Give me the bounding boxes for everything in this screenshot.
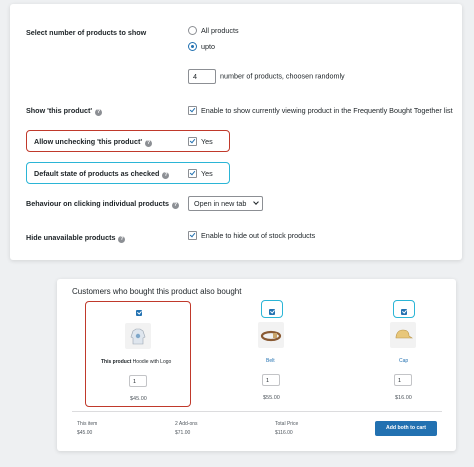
product-card-belt — [219, 301, 325, 407]
help-icon[interactable]: ? — [96, 109, 101, 115]
summary-this-item-label: This item — [77, 421, 98, 427]
product-count-suffix: number of products, choosen randomly — [220, 71, 345, 81]
summary-total-value: $116.00 — [275, 430, 293, 436]
help-icon[interactable]: ? — [120, 236, 124, 242]
summary-total-label: Total Price — [275, 421, 299, 427]
radio-all-icon — [188, 26, 197, 35]
quantity-input[interactable]: 1 — [262, 374, 280, 386]
cap-icon[interactable] — [390, 322, 416, 348]
setting-label-number-of-products: Select number of products to show — [26, 28, 147, 37]
product-name: This product Hoodie with Logo — [101, 359, 172, 365]
settings-panel — [10, 4, 462, 260]
hide-unavailable-checkbox[interactable]: Enable to hide out of stock products — [188, 231, 315, 240]
product-checkbox[interactable] — [136, 310, 142, 316]
product-checkbox[interactable] — [269, 309, 275, 315]
product-card-this-product — [85, 301, 191, 407]
setting-label-default-checked: Default state of products as checked ? — [34, 169, 168, 178]
checkbox-checked-icon — [188, 169, 197, 178]
radio-all-products[interactable]: All products — [188, 26, 239, 35]
frequently-bought-together-widget — [57, 279, 456, 451]
allow-unchecking-checkbox[interactable]: Yes — [188, 137, 213, 146]
chevron-down-icon — [254, 199, 260, 205]
quantity-input[interactable]: 1 — [129, 375, 147, 387]
summary-addons-label: 2 Add-ons — [175, 421, 198, 427]
setting-label-allow-unchecking: Allow unchecking 'this product' ? — [34, 137, 151, 146]
summary-addons-value: $71.00 — [175, 430, 191, 436]
add-to-cart-button[interactable]: Add both to cart — [375, 421, 437, 436]
hoodie-icon[interactable] — [125, 323, 151, 349]
summary-this-item-value: $45.00 — [77, 430, 93, 436]
help-icon[interactable]: ? — [173, 202, 178, 208]
click-behaviour-select[interactable]: Open in new tab — [188, 196, 263, 211]
checkbox-checked-icon — [188, 231, 197, 240]
fbt-title: Customers who bought this product also bought — [72, 287, 242, 296]
checkbox-checked-icon — [188, 137, 197, 146]
belt-icon[interactable] — [258, 322, 284, 348]
product-name-link[interactable]: Cap — [399, 358, 409, 364]
setting-label-hide-unavailable: Hide unavailable products ? — [26, 233, 124, 242]
setting-label-click-behaviour: Behaviour on clicking individual products ? — [26, 199, 178, 208]
show-this-product-checkbox[interactable]: Enable to show currently viewing product in the Frequently Bought Together list — [188, 106, 453, 115]
product-count-input[interactable]: 4 — [188, 69, 216, 84]
help-icon[interactable]: ? — [146, 140, 151, 146]
quantity-input[interactable]: 1 — [394, 374, 412, 386]
product-price: $45.00 — [130, 396, 147, 402]
summary-divider — [72, 411, 442, 412]
product-price: $55.00 — [263, 395, 280, 401]
checkbox-checked-icon — [188, 106, 197, 115]
product-price: $16.00 — [395, 395, 412, 401]
help-icon[interactable]: ? — [164, 172, 168, 178]
radio-upto[interactable]: upto — [188, 42, 215, 51]
product-card-cap — [351, 301, 457, 407]
product-name-link[interactable]: Belt — [266, 358, 275, 364]
product-checkbox[interactable] — [401, 309, 407, 315]
product-count-row — [188, 69, 345, 84]
setting-label-show-this-product: Show 'this product' ? — [26, 106, 101, 115]
default-checked-checkbox[interactable]: Yes — [188, 169, 213, 178]
radio-upto-icon — [188, 42, 197, 51]
